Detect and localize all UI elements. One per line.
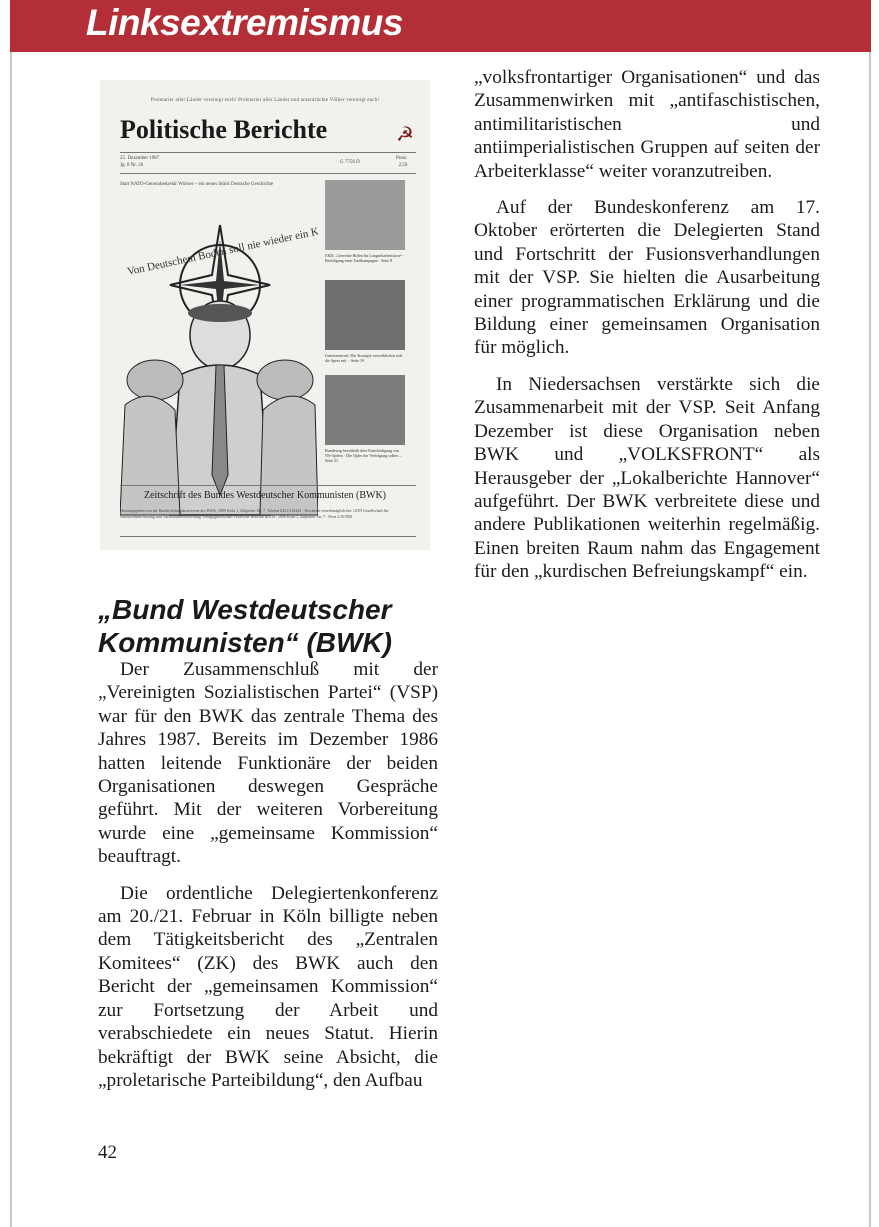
cover-photo-politicians	[325, 280, 405, 350]
paragraph: Die ordentliche Delegiertenkonferenz am 20./21. Februar in Köln billigte neben dem Tätigkeitsbericht des „Zentralen Komitees“ (ZK) des BWK auch den Bericht der „gemeinsamen Kommission“ zur Fortsetzung der Arbeit und verabschiedete ein neues Statut. Hierin bekräftigt der BWK seine Absicht, die „proletarische Parteibildung“, den Aufbau	[98, 882, 438, 1091]
cover-impressum: Herausgegeben von der Bundesleitungskonferenz des BWK, 5000 Köln 1, Zülpicher Str. 7, Telefon 0221/216442 · Erscheint vierzehntäglich bei: GNN Gesellschaft für Nachrichtenerfassung und Nachrichtenverbreitung Verlagsgesellschaft Politische Berichte m.b.H., 5000 Köln 1, Zülpicher Str. 7 · Preis 2,50 DM	[120, 508, 389, 519]
cover-cartoon-illustration	[120, 190, 318, 540]
section-title: Linksextremismus	[86, 2, 403, 43]
cover-caption: Gesetzentwurf: Die Strategie-verwirklichen sich die Speer mit ·· Seite 19	[325, 353, 403, 363]
cover-issue-info: 25. Dezember 1987 Jg. 8 Nr. 26	[120, 156, 160, 168]
article-heading: „Bund Westdeutscher Kommunisten“ (BWK)	[98, 594, 392, 658]
cover-rule	[120, 152, 416, 153]
cover-rule	[120, 485, 416, 486]
cover-headline: Statt NATO-Generalsekretär Wörner – ein neues Stück Deutsche Geschichte	[120, 182, 274, 187]
magazine-cover-image	[100, 80, 430, 550]
paragraph: In Niedersachsen verstärkte sich die Zusammenarbeit mit der VSP. Seit Anfang Dezember ist diese Organisation neben BWK und „VOLKSFRONT“ als Herausgeber der „Lokalberichte Hannover“ aufgeführt. Der BWK verbreitete diese und andere Publikationen weiterhin regelmäßig. Einen breiten Raum nahm das Engagement für den „kurdischen Befreiungskampf“ ein.	[474, 373, 820, 583]
cover-rule	[120, 173, 416, 174]
right-margin-rule	[869, 52, 871, 1227]
cover-price: Preis: 2,50	[396, 156, 408, 168]
cover-caption: EKD: „Gerechte Hilfen für Langzeitarbeitslose“ · Beteiligung einer Tarifkampagne · Seite 8	[325, 253, 405, 263]
left-margin-rule	[10, 52, 12, 1227]
right-text-column	[474, 66, 820, 597]
cover-subtitle: Zeitschrift des Bundes Westdeutscher Kommunisten (BWK)	[143, 490, 387, 501]
cover-photo-soldier	[325, 180, 405, 250]
cover-title: Politische Berichte	[120, 115, 328, 144]
cover-postal-code: G 7756 D	[340, 160, 360, 165]
cover-slogan: Proletarier aller Länder vereinigt euch! Proletarier aller Länder und unterdrückte Völker vereinigt euch!	[150, 98, 380, 103]
left-text-column	[98, 658, 438, 1105]
hammer-sickle-icon: ☭	[396, 124, 414, 146]
paragraph: Auf der Bundeskonferenz am 17. Oktober erörterten die Delegierten Stand und Fortschritt der Fusionsverhandlungen mit der VSP. Sie hielten die Ausarbeitung einer programmatischen Erklärung und die Bildung einer gemeinsamen Organisation für möglich.	[474, 197, 820, 359]
paragraph: „volksfrontartiger Organisationen“ und das Zusammenwirken mit „antifaschistischen, antimilitaristischen und antiimperialistischen Gruppen auf seiten der Arbeiterklasse“ weiter voranzutreiben.	[474, 67, 820, 182]
paragraph: Der Zusammenschluß mit der „Vereinigten Sozialistischen Partei“ (VSP) war für den BWK das zentrale Thema des Jahres 1987. Bereits im Dezember 1986 hatten leitende Funktionäre der beiden Organisationen deswegen Gespräche geführt. Mit der weiteren Vorbereitung wurde eine „gemeinsame Kommission“ beauftragt.	[98, 659, 438, 868]
cover-caption: Bundestag beschließt über Entschädigung von NS-Opfern · Die Opfer der Verfolgung sollen ... · Seite 31	[325, 448, 405, 463]
cover-rule	[120, 536, 416, 537]
header-band	[10, 0, 871, 52]
page-number: 42	[98, 1142, 117, 1163]
cover-photo-crowd	[325, 375, 405, 445]
